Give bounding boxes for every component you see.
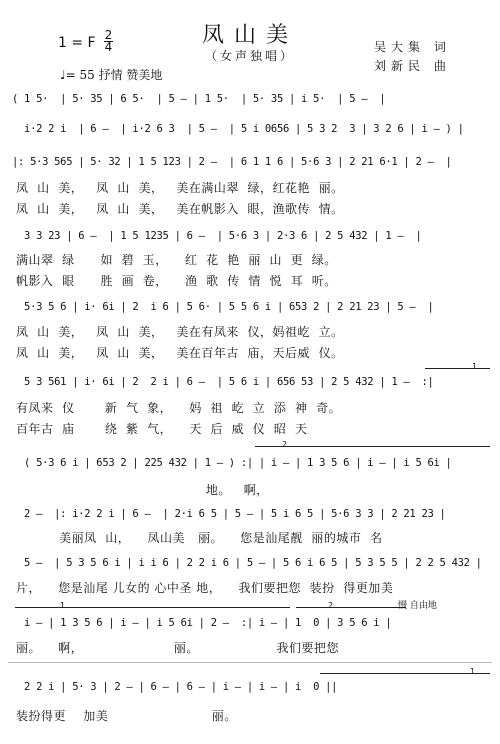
- volta-bracket: [320, 673, 490, 674]
- composer-credit: 刘新民 曲: [374, 59, 451, 73]
- lyric-line: 凤 山 美， 凤 山 美， 美在有凤来 仪，妈祖屹 立。: [16, 325, 344, 339]
- music-line: ( 5·3 6 i | 653 2 | 225 432 | 1 — ) :| | i — | 1 3 5 6 | i — | i 5 6i |: [12, 457, 452, 469]
- music-line: 3 3 23 | 6 — | 1 5 1235 | 6 — | 5·6 3 | 2·3 6 | 2 5 432 | 1 — |: [12, 230, 422, 242]
- volta-mark: 2: [328, 601, 334, 610]
- volta-bracket: [15, 607, 290, 608]
- lyric-line: 美丽凤 山， 凤山美 丽。 您是汕尾靓 丽的城市 名: [16, 531, 383, 545]
- lyric-line: 地。 啊，: [16, 483, 269, 497]
- tempo-change-marking: 慢 自由地: [398, 601, 437, 611]
- music-line: 5 — | 5 3 5 6 i | i i 6 | 2 2 i 6 | 5 — | 5 6 i 6 5 | 5 3 5 5 | 2 2 5 432 |: [12, 557, 482, 569]
- music-line: i·2 2 i | 6 — | i·2 6 3 | 5 — | 5 i 0656 | 5 3 2 3 | 3 2 6 | i — ) |: [12, 123, 464, 135]
- music-line: 5 3 561 | i· 6i | 2 2 i | 6 — | 5 6 i | 656 53 | 2 5 432 | 1 — :|: [12, 376, 434, 388]
- key-signature: 1 = F: [58, 35, 96, 51]
- volta-bracket: [255, 446, 490, 447]
- volta-mark: 1: [470, 667, 476, 676]
- music-line: ( 1 5· | 5· 35 | 6 5· | 5 — | 1 5· | 5· 35 | i 5· | 5 — |: [12, 93, 386, 105]
- volta-mark: 2: [282, 440, 288, 449]
- lyric-line: 帆影入 眼 胜 画 卷， 渔 歌 传 情 悦 耳 听。: [16, 274, 337, 288]
- song-subtitle: （女声独唱）: [204, 49, 295, 63]
- lyric-line: 满山翠 绿 如 碧 玉， 红 花 艳 丽 山 更 绿。: [16, 253, 337, 267]
- music-line: 2 — |: i·2 2 i | 6 — | 2·i 6 5 | 5 — | 5 i 6 5 | 5·6 3 3 | 2 21 23 |: [12, 508, 446, 520]
- volta-bracket: [296, 607, 406, 608]
- time-signature-bottom: 4: [104, 40, 113, 54]
- lyric-line: 凤 山 美， 凤 山 美， 美在满山翠 绿，红花艳 丽。: [16, 181, 344, 195]
- lyricist-credit: 吴大集 词: [374, 40, 451, 54]
- music-line: |: 5·3 565 | 5· 32 | 1 5 123 | 2 — | 6 1 1 6 | 5·6 3 | 2 21 6·1 | 2 — |: [12, 156, 452, 168]
- music-line: i — | 1 3 5 6 | i — | i 5 6i | 2 — :| i — | 1 0 | 3 5 6 i |: [12, 617, 392, 629]
- song-title: 凤山美: [201, 23, 298, 48]
- lyric-line: 有凤来 仪 新 气 象， 妈 祖 屹 立 添 神 奇。: [16, 401, 342, 415]
- time-signature: [104, 30, 113, 53]
- lyric-line: 丽。 啊， 丽。 我们要把您: [16, 641, 340, 655]
- lyric-line: 片， 您是汕尾 儿女的 心中圣 地， 我们要把您 装扮 得更加美: [16, 581, 394, 595]
- lyric-line: 百年古 庙 绕 紫 气， 天 后 威 仪 昭 天: [16, 422, 308, 436]
- volta-bracket: [425, 368, 490, 369]
- divider: [8, 662, 492, 663]
- lyric-line: 凤 山 美， 凤 山 美， 美在百年古 庙，天后威 仪。: [16, 346, 344, 360]
- tempo-marking: ♩= 55 抒情 赞美地: [60, 68, 163, 82]
- music-line: 5·3 5 6 | i· 6i | 2 i 6 | 5 6· | 5 5 6 i | 653 2 | 2 21 23 | 5 — |: [12, 301, 434, 313]
- lyric-line: 凤 山 美， 凤 山 美， 美在帆影入 眼，渔歌传 情。: [16, 202, 344, 216]
- music-line: 2 2 i | 5· 3 | 2 — | 6 — | 6 — | i — | i — | i 0 ||: [12, 681, 338, 693]
- volta-mark: 1: [60, 601, 66, 610]
- time-signature-top: 2: [104, 28, 113, 42]
- volta-mark: 1: [472, 362, 478, 371]
- lyric-line: 装扮得更 加美 丽。: [16, 709, 237, 723]
